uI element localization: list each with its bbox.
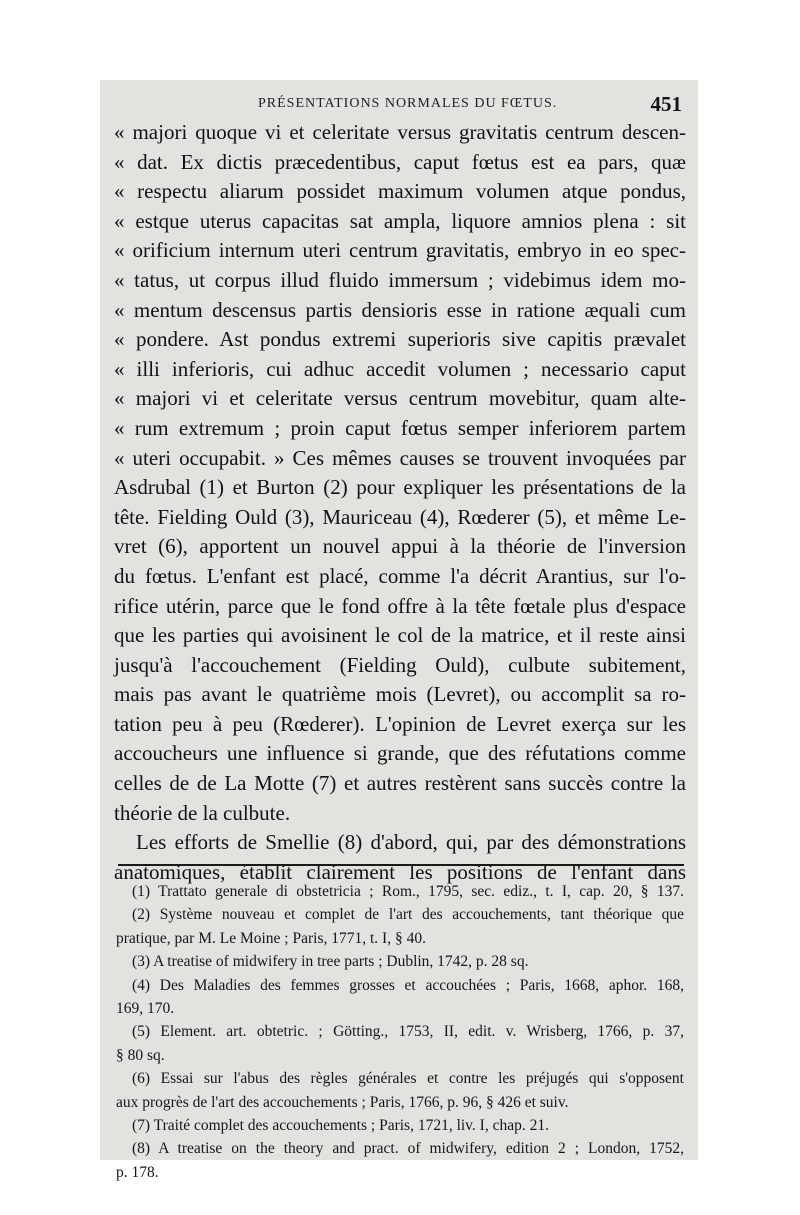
- text-line: « mentum descensus partis densioris esse in ratione æquali cum: [114, 297, 686, 322]
- footnote-line: p. 178.: [116, 1163, 159, 1181]
- text-line: anatomiques, établit clairement les positions de l'enfant dans: [114, 859, 686, 884]
- text-line: « illi inferioris, cui adhuc accedit volumen ; necessario caput: [114, 356, 686, 381]
- text-line: tête. Fielding Ould (3), Mauriceau (4), Rœderer (5), et même Le-: [114, 504, 686, 529]
- text-line: « rum extremum ; proin caput fœtus semper inferiorem partem: [114, 415, 686, 440]
- footnote-line: (1) Trattato generale di obstetricia ; Rom., 1795, sec. ediz., t. I, cap. 20, § 137.: [132, 883, 684, 900]
- footnote-line: (5) Element. art. obtetric. ; Götting., 1753, II, edit. v. Wrisberg, 1766, p. 37,: [132, 1023, 684, 1041]
- text-line: théorie de la culbute.: [114, 800, 291, 825]
- footnote-line: § 80 sq.: [116, 1046, 165, 1064]
- text-line: vret (6), apportent un nouvel appui à la théorie de l'inversion: [114, 534, 686, 559]
- footnote-line: (7) Traité complet des accouchements ; Paris, 1721, liv. I, chap. 21.: [132, 1116, 549, 1134]
- text-line: « orificium internum uteri centrum gravitatis, embryo in eo spec-: [114, 238, 686, 263]
- text-line: « majori quoque vi et celeritate versus gravitatis centrum descen-: [114, 120, 686, 144]
- text-line: rifice utérin, parce que le fond offre à la tête fœtale plus d'espace: [114, 593, 686, 618]
- text-line: du fœtus. L'enfant est placé, comme l'a décrit Arantius, sur l'o-: [114, 563, 686, 588]
- text-line: « respectu aliarum possidet maximum volumen atque pondus,: [114, 179, 686, 204]
- text-line: tation peu à peu (Rœderer). L'opinion de Levret exerça sur les: [114, 711, 686, 736]
- text-line: « pondere. Ast pondus extremi superioris sive capitis prævalet: [114, 327, 686, 352]
- footnote-line: (8) A treatise on the theory and pract. of midwifery, edition 2 ; London, 1752,: [132, 1140, 684, 1158]
- footnotes: [116, 880, 684, 1184]
- text-line: accoucheurs une influence si grande, que des réfutations comme: [114, 741, 686, 766]
- text-line: celles de de La Motte (7) et autres restèrent sans succès contre la: [114, 771, 686, 796]
- footnote-line: (3) A treatise of midwifery in tree parts ; Dublin, 1742, p. 28 sq.: [132, 953, 529, 971]
- footnote-line: (2) Système nouveau et complet de l'art des accouchements, tant théorique que: [132, 906, 684, 924]
- footnote-line: pratique, par M. Le Moine ; Paris, 1771, t. I, § 40.: [116, 929, 426, 947]
- page-number: 451: [650, 92, 682, 116]
- running-head: PRÉSENTATIONS NORMALES DU FŒTUS.: [258, 96, 558, 111]
- text-line: que les parties qui avoisinent le col de la matrice, et il reste ainsi: [114, 623, 686, 648]
- text-line: mais pas avant le quatrième mois (Levret), ou accomplit sa ro-: [114, 682, 686, 707]
- text-line: « estque uterus capacitas sat ampla, liquore amnios plena : sit: [114, 208, 686, 233]
- text-line: « uteri occupabit. » Ces mêmes causes se trouvent invoquées par: [114, 445, 686, 470]
- text-line: « tatus, ut corpus illud fluido immersum ; videbimus idem mo-: [114, 267, 686, 292]
- paragraph-start-line: Les efforts de Smellie (8) d'abord, qui, par des démonstrations: [136, 830, 686, 855]
- footnote-line: aux progrès de l'art des accouchements ; Paris, 1766, p. 96, § 426 et suiv.: [116, 1093, 569, 1111]
- text-line: Asdrubal (1) et Burton (2) pour expliquer les présentations de la: [114, 475, 686, 500]
- text-line: « majori vi et celeritate versus centrum movebitur, quam alte-: [114, 386, 686, 411]
- page-header: [118, 92, 694, 120]
- text-line: « dat. Ex dictis præcedentibus, caput fœtus est ea pars, quæ: [114, 149, 686, 174]
- text-line: jusqu'à l'accouchement (Fielding Ould), culbute subitement,: [114, 652, 686, 677]
- footnote-rule: [118, 864, 684, 866]
- footnote-line: (6) Essai sur l'abus des règles générales et contre les préjugés qui s'opposent: [132, 1070, 684, 1088]
- footnote-line: 169, 170.: [116, 999, 175, 1017]
- footnote-line: (4) Des Maladies des femmes grosses et accouchées ; Paris, 1668, aphor. 168,: [132, 976, 684, 994]
- body-text: [114, 118, 686, 887]
